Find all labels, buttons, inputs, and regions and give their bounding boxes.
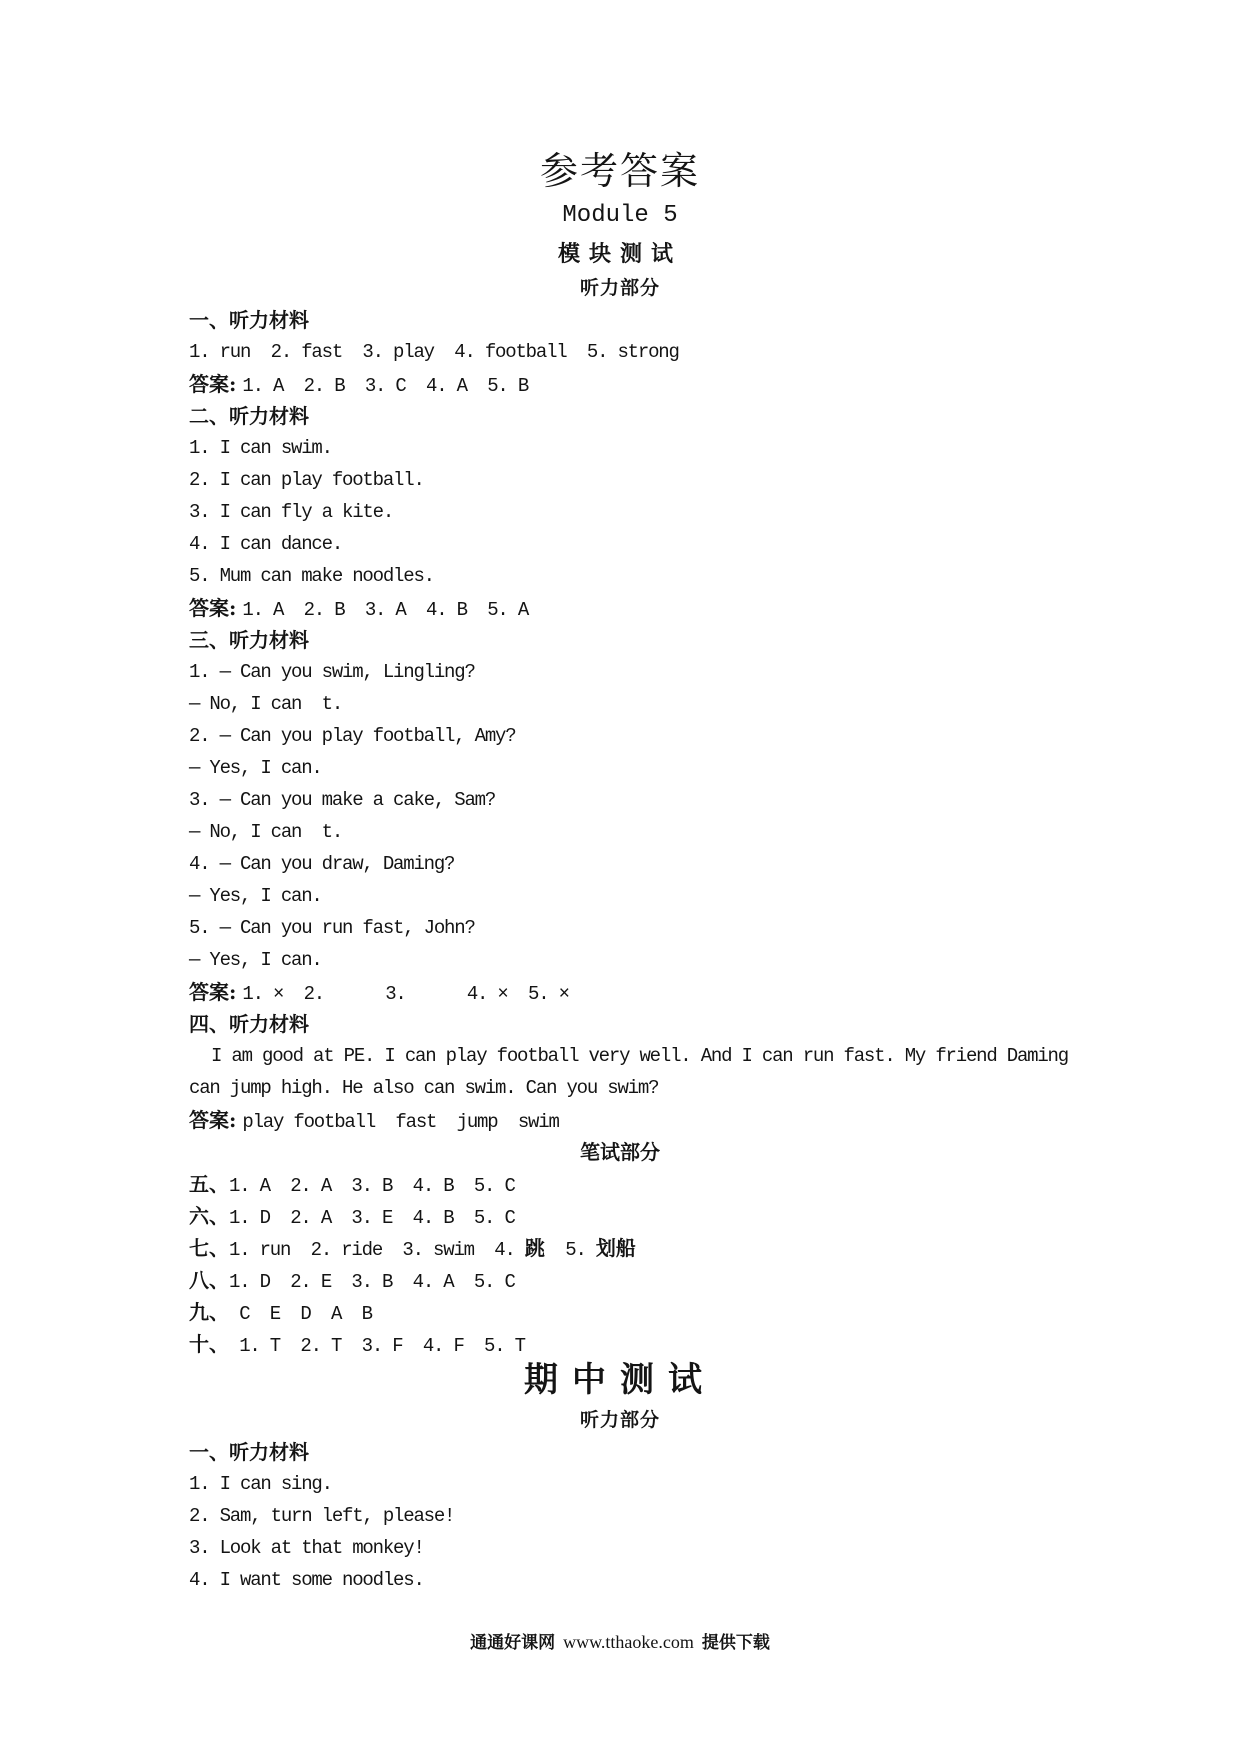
answer-chinese-word: 划船 bbox=[595, 1236, 636, 1260]
written-answer-line bbox=[0, 1296, 1240, 1328]
question-number: 九、 bbox=[189, 1300, 229, 1324]
part1-answer-line bbox=[0, 368, 1240, 400]
part2-line: 3. I can fly a kite. bbox=[189, 501, 394, 523]
part3-line: 2. — Can you play football, Amy? bbox=[189, 725, 516, 747]
part4-heading: 四、听力材料 bbox=[189, 1012, 309, 1036]
part3-heading: 三、听力材料 bbox=[189, 628, 309, 652]
page-title: 参考答案 bbox=[539, 149, 700, 193]
part4-paragraph-line: can jump high. He also can swim. Can you swim? bbox=[189, 1077, 659, 1099]
part2-line: 2. I can play football. bbox=[189, 469, 424, 491]
part2-line: 1. I can swim. bbox=[189, 437, 332, 459]
written-answer-line bbox=[0, 1328, 1240, 1360]
part4-paragraph-line: I am good at PE. I can play football very well. And I can run fast. My friend Daming bbox=[211, 1045, 1068, 1067]
answer-text: C E D A B bbox=[229, 1303, 372, 1325]
part3-line: — Yes, I can. bbox=[189, 757, 322, 779]
part3-line: 5. — Can you run fast, John? bbox=[189, 917, 475, 939]
answer-text: 1. × 2. 3. 4. × 5. × bbox=[242, 983, 569, 1005]
module-title: Module 5 bbox=[562, 202, 678, 229]
answer-text: 1. D 2. A 3. E 4. B 5. C bbox=[229, 1207, 515, 1229]
written-answer-line bbox=[0, 1200, 1240, 1232]
answer-text: 1. D 2. E 3. B 4. A 5. C bbox=[229, 1271, 515, 1293]
answer-text: 5. bbox=[544, 1239, 596, 1261]
answer-label: 答案: bbox=[189, 1108, 237, 1132]
answer-text: 1. T 2. T 3. F 4. F 5. T bbox=[229, 1335, 525, 1357]
answer-text: 1. A 2. B 3. C 4. A 5. B bbox=[242, 375, 529, 397]
midterm-part1-line: 4. I want some noodles. bbox=[189, 1569, 424, 1591]
part3-answer-line bbox=[0, 976, 1240, 1008]
answer-label: 答案: bbox=[189, 372, 237, 396]
part3-line: 3. — Can you make a cake, Sam? bbox=[189, 789, 496, 811]
question-number: 七、 bbox=[189, 1236, 229, 1260]
part3-line: — Yes, I can. bbox=[189, 949, 322, 971]
answer-label: 答案: bbox=[189, 596, 237, 620]
part3-line: — No, I can t. bbox=[189, 821, 343, 843]
listening-section-heading: 听力部分 bbox=[579, 277, 660, 299]
part4-answer-line bbox=[0, 1104, 1240, 1136]
written-answer-line bbox=[0, 1232, 1240, 1264]
answer-text: 1. A 2. B 3. A 4. B 5. A bbox=[242, 599, 529, 621]
part3-line: — Yes, I can. bbox=[189, 885, 322, 907]
midterm-body bbox=[0, 1436, 1240, 1596]
written-answer-line bbox=[0, 1168, 1240, 1200]
answer-text: play football fast jump swim bbox=[242, 1111, 559, 1133]
written-section-heading: 笔试部分 bbox=[580, 1140, 660, 1164]
midterm-part1-line: 3. Look at that monkey! bbox=[189, 1537, 424, 1559]
midterm-listening-heading: 听力部分 bbox=[579, 1409, 660, 1431]
midterm-part1-heading: 一、听力材料 bbox=[189, 1440, 309, 1464]
question-number: 六、 bbox=[189, 1204, 229, 1228]
part3-line: — No, I can t. bbox=[189, 693, 343, 715]
part2-answer-line bbox=[0, 592, 1240, 624]
module-test-title: 模块测试 bbox=[557, 241, 682, 267]
footer-site-name: 通通好课网 bbox=[470, 1633, 556, 1653]
module-test-body bbox=[0, 304, 1240, 1360]
page-footer bbox=[0, 1630, 1240, 1655]
part3-line: 1. — Can you swim, Lingling? bbox=[189, 661, 475, 683]
answer-text: 1. A 2. A 3. B 4. B 5. C bbox=[229, 1175, 515, 1197]
midterm-part1-line: 1. I can sing. bbox=[189, 1473, 332, 1495]
answer-chinese-word: 跳 bbox=[524, 1236, 545, 1260]
midterm-part1-line: 2. Sam, turn left, please! bbox=[189, 1505, 455, 1527]
footer-url: www.tthaoke.com bbox=[563, 1632, 694, 1652]
part1-heading: 一、听力材料 bbox=[189, 308, 309, 332]
part1-material: 1. run 2. fast 3. play 4. football 5. strong bbox=[189, 341, 679, 363]
part2-line: 5. Mum can make noodles. bbox=[189, 565, 434, 587]
question-number: 五、 bbox=[189, 1172, 229, 1196]
written-answer-line bbox=[0, 1264, 1240, 1296]
answer-label: 答案: bbox=[189, 980, 237, 1004]
question-number: 十、 bbox=[189, 1332, 229, 1356]
part2-line: 4. I can dance. bbox=[189, 533, 343, 555]
footer-action: 提供下载 bbox=[701, 1633, 770, 1653]
midterm-title: 期中测试 bbox=[524, 1360, 716, 1400]
part2-heading: 二、听力材料 bbox=[189, 404, 309, 428]
part3-line: 4. — Can you draw, Daming? bbox=[189, 853, 455, 875]
question-number: 八、 bbox=[189, 1268, 229, 1292]
answer-text: 1. run 2. ride 3. swim 4. bbox=[229, 1239, 525, 1261]
